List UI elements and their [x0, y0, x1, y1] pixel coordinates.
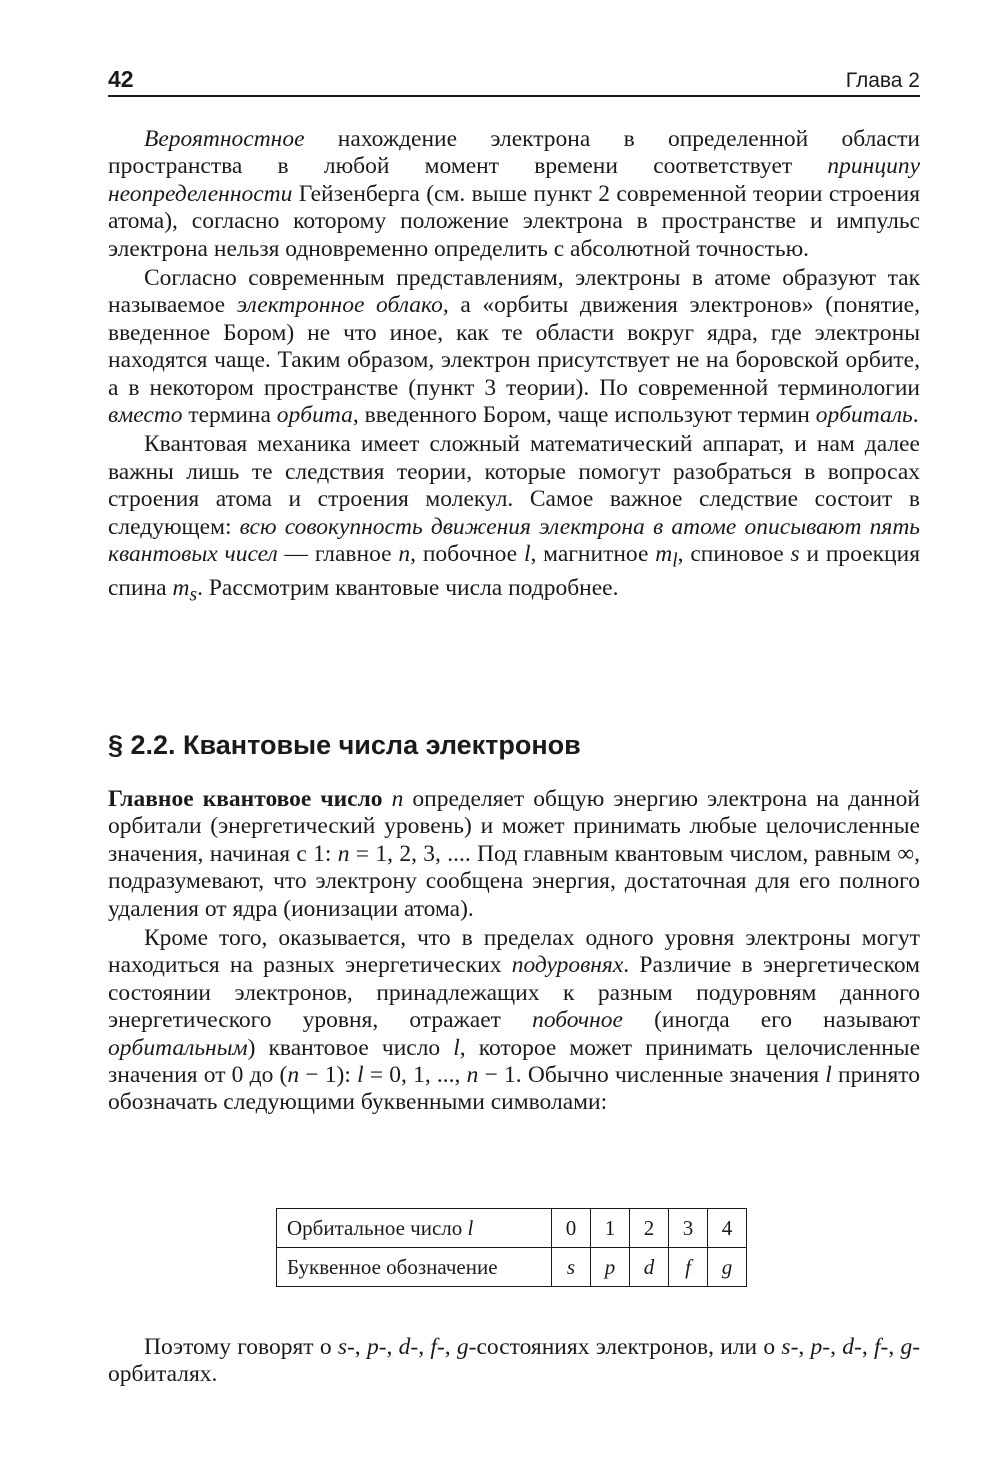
- table-row: [277, 1248, 747, 1287]
- table-cell: 2: [630, 1209, 669, 1248]
- math-sub: l: [672, 550, 678, 572]
- math-var: l: [825, 1062, 832, 1089]
- emphasis: принципу неопределенности: [108, 153, 920, 207]
- table-cell: p: [591, 1248, 630, 1287]
- page-number: 42: [108, 66, 134, 92]
- table-row: [277, 1209, 747, 1248]
- emphasis: подуровнях: [511, 952, 624, 979]
- orbital-table: [276, 1208, 747, 1287]
- emphasis: всю совокупность движения электрона в атоме описывают пять квантовых чисел: [108, 513, 920, 568]
- table-cell: g: [708, 1248, 747, 1287]
- table-cell: d: [630, 1248, 669, 1287]
- closing-text: [108, 1334, 920, 1389]
- emphasis: побочное: [532, 1007, 623, 1034]
- table-cell: s: [552, 1248, 591, 1287]
- table-cell: 4: [708, 1209, 747, 1248]
- paragraph: Главное квантовое число n определяет общую энергию электрона на данной орбитали (энергетический уровень) и может принимать любые целочисленные значения, начиная с 1: n = 1, 2, 3, .... Под главным квантовым числом, равным ∞, подразумевают, что электрону сообщена энергия, достаточная для его полного удаления от ядра (ионизации атома).: [108, 786, 921, 922]
- emphasis: орбитальным: [108, 1034, 248, 1061]
- term: Главное квантовое число: [108, 786, 392, 812]
- math-var: l: [357, 1062, 364, 1089]
- paragraph: Согласно современным представлениям, электроны в атоме образуют так называемое электронное облако, а «орбиты движения электронов» (понятие, введенное Бором) не что иное, как те области вокруг ядра, где электроны находятся чаще. Таким образом, электрон присутствует не на боровской орбите, а в некотором пространстве (пункт 3 теории). По современной терминологии вместо термина орбита, введенного Бором, чаще используют термин орбиталь.: [108, 265, 920, 429]
- section-text: [108, 786, 920, 1119]
- intro-text: [108, 126, 920, 611]
- page-header: [108, 66, 920, 97]
- table-cell: 3: [669, 1209, 708, 1248]
- paragraph: Квантовая механика имеет сложный математический аппарат, и нам далее важны лишь те следствия теории, которые помогут разобраться в вопросах строения атома и строения молекул. Самое важное следствие состоит в следующем: всю совокупность движения электрона в атоме описывают пять квантовых чисел — главное n, побочное l, магнитное $m_l$, спиновое s и проекция спина $m_s$. Рассмотрим квантовые числа подробнее.: [108, 431, 920, 606]
- emphasis: орбиталь: [815, 402, 913, 429]
- table-cell: 1: [591, 1209, 630, 1248]
- emphasis: электронное облако: [236, 292, 443, 319]
- math-var: n: [287, 1062, 300, 1089]
- math-var: l: [523, 541, 531, 568]
- math-var: n: [391, 786, 404, 812]
- paragraph: Поэтому говорят о s-, p-, d-, f-, g-состояниях электронов, или о s-, p-, d-, f-, g-орбиталях.: [108, 1334, 921, 1388]
- table-cell: f: [669, 1248, 708, 1287]
- table-row-label: Буквенное обозначение: [277, 1248, 552, 1287]
- table-row-label: Орбитальное число l: [277, 1209, 552, 1248]
- math-var: m: [172, 575, 190, 602]
- math-var: m: [655, 541, 673, 568]
- emphasis: вместо: [108, 402, 183, 429]
- math-var: l: [453, 1034, 460, 1061]
- table-cell: 0: [552, 1209, 591, 1248]
- math-var: s: [790, 541, 800, 568]
- emphasis: Вероятностное: [144, 126, 305, 152]
- paragraph: Вероятностное нахождение электрона в определенной области пространства в любой момент времени соответствует принципу неопределенности Гейзенберга (см. выше пункт 2 современной теории строения атома), согласно которому положение электрона в пространстве и импульс электрона нельзя одновременно определить с абсолютной точностью.: [108, 126, 920, 262]
- math-var: n: [466, 1062, 479, 1089]
- chapter-label: Глава 2: [845, 69, 920, 92]
- emphasis: орбита: [276, 402, 353, 429]
- math-var: n: [398, 541, 411, 568]
- paragraph: Кроме того, оказывается, что в пределах одного уровня электроны могут находиться на разных энергетических подуровнях. Различие в энергетическом состоянии электронов, принадлежащих к разным подуровням данного энергетического уровня, отражает побочное (иногда его называют орбитальным) квантовое число l, которое может принимать целочисленные значения от 0 до (n − 1): l = 0, 1, ..., n − 1. Обычно численные значения l принято обозначать следующими буквенными символами:: [108, 925, 921, 1116]
- math-var: l: [467, 1215, 474, 1240]
- math-sub: s: [189, 584, 198, 606]
- math-var: n: [337, 840, 350, 867]
- section-title: § 2.2. Квантовые числа электронов: [108, 730, 581, 760]
